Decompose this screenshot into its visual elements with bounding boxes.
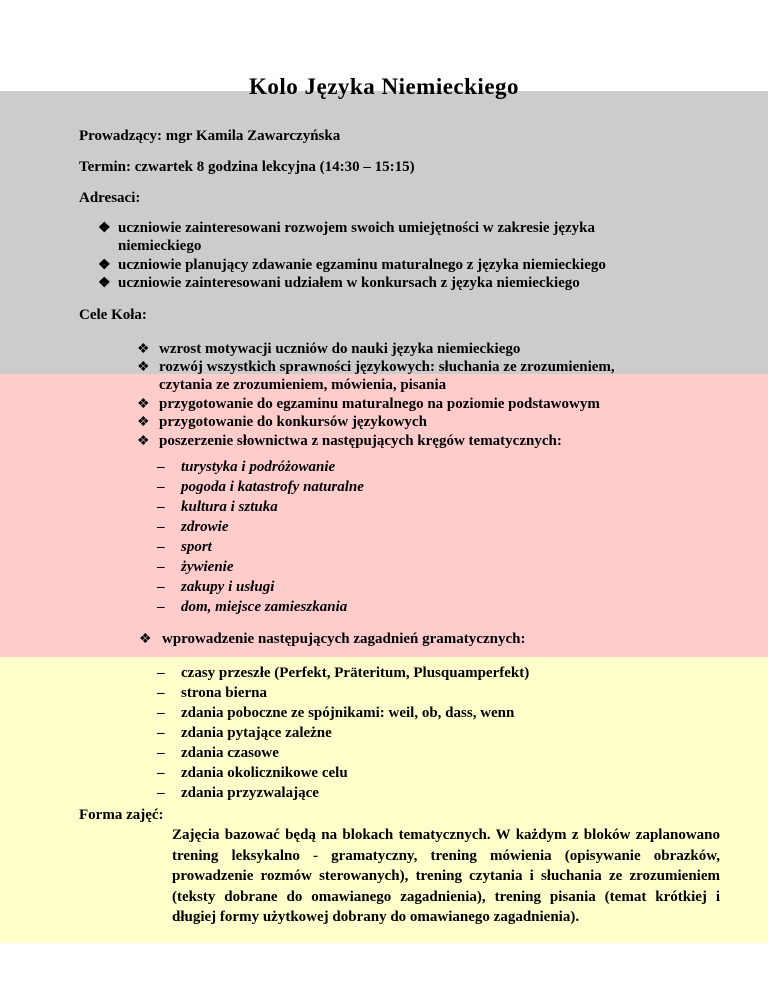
form-heading: Forma zajęć:: [79, 807, 164, 823]
bullet-icon: ❖: [137, 434, 150, 449]
dash-icon: –: [157, 765, 165, 781]
dash-icon: –: [157, 785, 165, 801]
bullet-icon: ❖: [98, 221, 111, 236]
dash-icon: –: [157, 599, 165, 615]
dash-icon: –: [157, 519, 165, 535]
dash-icon: –: [157, 539, 165, 555]
addressee-item: uczniowie planujący zdawanie egzaminu maturalnego z języka niemieckiego: [118, 257, 606, 273]
document-title: Kolo Języka Niemieckiego: [248, 74, 520, 99]
topic-item: pogoda i katastrofy naturalne: [181, 479, 364, 495]
dash-icon: –: [157, 725, 165, 741]
topic-item: żywienie: [181, 559, 234, 575]
grammar-item: zdania przyzwalające: [181, 785, 319, 801]
schedule-line: Termin: czwartek 8 godzina lekcyjna (14:30 – 15:15): [79, 159, 415, 175]
grammar-item: zdania okolicznikowe celu: [181, 765, 348, 781]
dash-icon: –: [157, 705, 165, 721]
topic-item: turystyka i podróżowanie: [181, 459, 336, 475]
goals-heading: Cele Koła:: [79, 307, 147, 323]
grammar-item: zdania pytające zależne: [181, 725, 332, 741]
goal-item-cont: czytania ze zrozumieniem, mówienia, pisania: [159, 377, 447, 393]
grammar-item: czasy przeszłe (Perfekt, Präteritum, Plusquamperfekt): [181, 665, 530, 681]
bullet-icon: ❖: [137, 397, 150, 412]
goal-item: poszerzenie słownictwa z następujących kręgów tematycznych:: [159, 433, 562, 449]
addressee-item-cont: niemieckiego: [118, 238, 202, 254]
dash-icon: –: [157, 579, 165, 595]
dash-icon: –: [157, 685, 165, 701]
dash-icon: –: [157, 559, 165, 575]
bullet-icon: ❖: [137, 415, 150, 430]
bullet-icon: ❖: [137, 360, 150, 375]
bullet-icon: ❖: [98, 276, 111, 291]
goal-item: przygotowanie do egzaminu maturalnego na poziomie podstawowym: [159, 396, 600, 412]
addressees-heading: Adresaci:: [79, 190, 141, 206]
dash-icon: –: [157, 665, 165, 681]
instructor-line: Prowadzący: mgr Kamila Zawarczyńska: [79, 128, 341, 144]
addressee-item: uczniowie zainteresowani udziałem w konkursach z języka niemieckiego: [118, 275, 580, 291]
dash-icon: –: [157, 745, 165, 761]
addressee-item: uczniowie zainteresowani rozwojem swoich umiejętności w zakresie języka: [118, 220, 595, 236]
grammar-heading: wprowadzenie następujących zagadnień gramatycznych:: [162, 631, 526, 647]
goal-item: wzrost motywacji uczniów do nauki języka niemieckiego: [159, 341, 521, 357]
bullet-icon: ❖: [98, 258, 111, 273]
topic-item: sport: [181, 539, 212, 555]
grammar-item: zdania czasowe: [181, 745, 279, 761]
grammar-item: zdania poboczne ze spójnikami: weil, ob, dass, wenn: [181, 705, 515, 721]
topic-item: zdrowie: [181, 519, 229, 535]
goal-item: przygotowanie do konkursów językowych: [159, 414, 427, 430]
grammar-item: strona bierna: [181, 685, 267, 701]
topic-item: dom, miejsce zamieszkania: [181, 599, 348, 615]
bullet-icon: ❖: [139, 632, 152, 647]
bullet-icon: ❖: [137, 342, 150, 357]
dash-icon: –: [157, 499, 165, 515]
dash-icon: –: [157, 459, 165, 475]
topic-item: kultura i sztuka: [181, 499, 278, 515]
dash-icon: –: [157, 479, 165, 495]
topic-item: zakupy i usługi: [181, 579, 275, 595]
goal-item: rozwój wszystkich sprawności językowych: słuchania ze zrozumieniem,: [159, 359, 615, 375]
form-paragraph: Zajęcia bazować będą na blokach tematycznych. W każdym z bloków zaplanowano trening leksykalno - gramatyczny, trening mówienia (opisywanie obrazków, prowadzenie rozmów sterowanych), trening czytania i słuchania ze zrozumieniem (teksty dobrane do omawianego zagadnienia), trening pisania (temat krótkiej i długiej formy użytkowej dobrany do omawianego zagadnienia).: [172, 827, 720, 925]
